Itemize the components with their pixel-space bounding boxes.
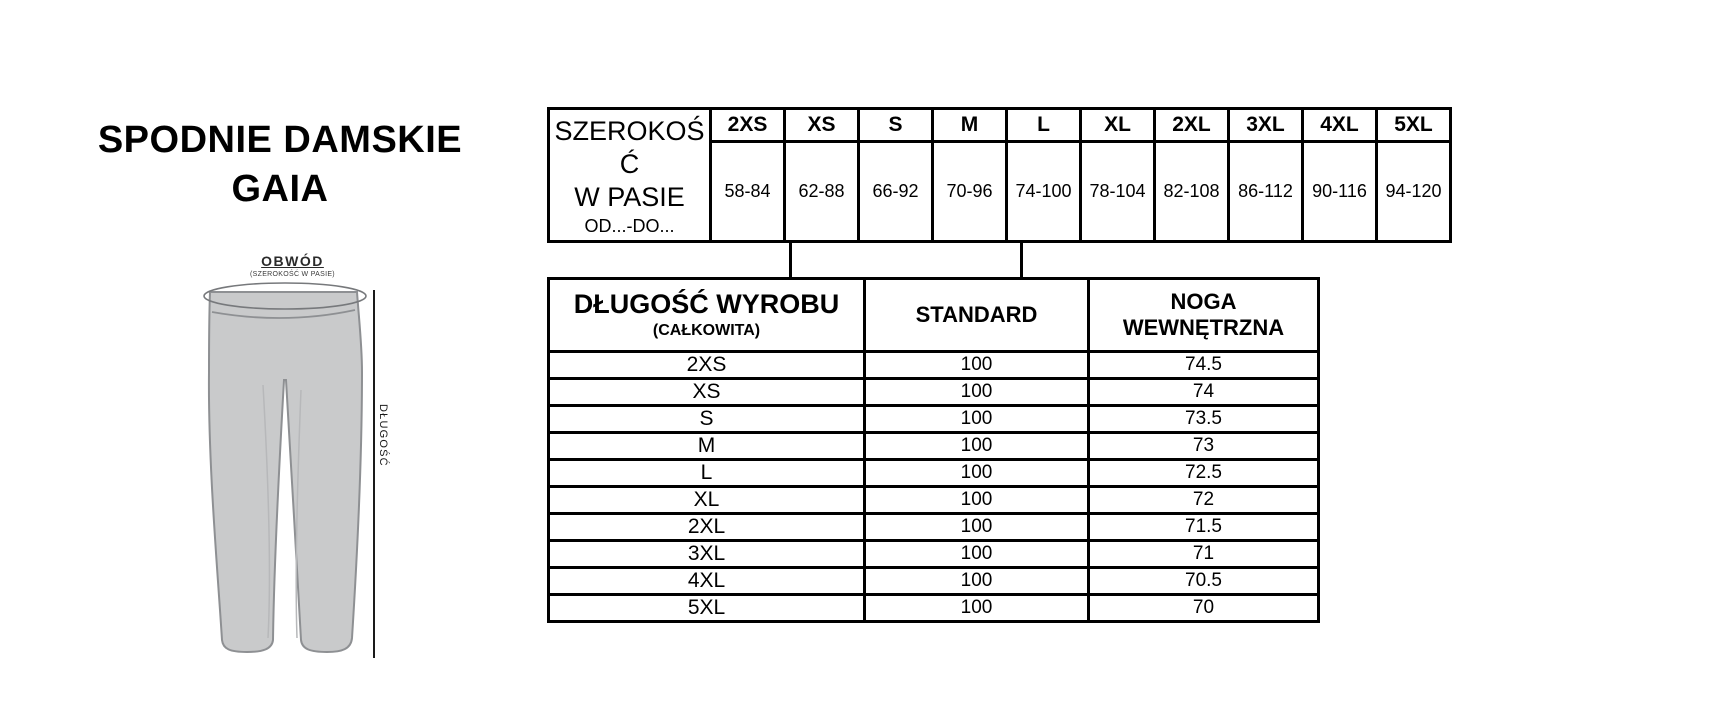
length-row-s [549, 406, 1319, 433]
length-row-3xl [549, 541, 1319, 568]
waist-circumference-label: OBWÓD [261, 253, 324, 269]
size-header-2xl: 2XL [1155, 109, 1229, 142]
length-standard-cell: 100 [865, 352, 1089, 379]
pants-diagram [150, 240, 400, 670]
page-title [40, 116, 520, 214]
waist-range-2xs: 58-84 [711, 142, 785, 242]
width-table-title-cell [549, 109, 711, 242]
size-header-xl: XL [1081, 109, 1155, 142]
length-size-cell: 5XL [549, 595, 865, 622]
product-length-table [547, 277, 1320, 623]
length-standard-cell: 100 [865, 541, 1089, 568]
width-table-header-row [549, 109, 1451, 142]
length-standard-cell: 100 [865, 433, 1089, 460]
length-row-xs [549, 379, 1319, 406]
length-standard-cell: 100 [865, 487, 1089, 514]
standard-column-header: STANDARD [865, 279, 1089, 352]
length-row-5xl [549, 595, 1319, 622]
length-inner-leg-cell: 73.5 [1089, 406, 1319, 433]
waist-range-2xl: 82-108 [1155, 142, 1229, 242]
table-connector-line-right [1020, 243, 1023, 280]
waist-range-xs: 62-88 [785, 142, 859, 242]
waist-range-s: 66-92 [859, 142, 933, 242]
length-inner-leg-cell: 71 [1089, 541, 1319, 568]
length-size-cell: 4XL [549, 568, 865, 595]
table-connector-line-left [789, 243, 792, 280]
length-size-cell: 2XS [549, 352, 865, 379]
length-size-cell: S [549, 406, 865, 433]
waist-width-table [547, 107, 1452, 243]
length-inner-leg-cell: 72.5 [1089, 460, 1319, 487]
length-row-l [549, 460, 1319, 487]
pants-body [209, 292, 362, 652]
length-inner-leg-cell: 72 [1089, 487, 1319, 514]
size-header-5xl: 5XL [1377, 109, 1451, 142]
waist-range-5xl: 94-120 [1377, 142, 1451, 242]
width-table-label-line1: SZEROKOŚĆ [554, 116, 705, 180]
length-size-cell: M [549, 433, 865, 460]
size-header-4xl: 4XL [1303, 109, 1377, 142]
page-title-line1: SPODNIE DAMSKIE [97, 119, 463, 161]
length-inner-leg-cell: 74 [1089, 379, 1319, 406]
length-table-header-row [549, 279, 1319, 352]
size-header-s: S [859, 109, 933, 142]
length-table-title-cell [549, 279, 865, 352]
length-table-sublabel: (CAŁKOWITA) [652, 321, 761, 339]
length-row-2xs [549, 352, 1319, 379]
waist-range-m: 70-96 [933, 142, 1007, 242]
length-size-cell: 3XL [549, 541, 865, 568]
length-table-label: DŁUGOŚĆ WYROBU [573, 289, 840, 320]
length-row-xl [549, 487, 1319, 514]
length-row-4xl [549, 568, 1319, 595]
inner-leg-column-header: NOGA WEWNĘTRZNA [1089, 279, 1319, 352]
length-size-cell: XS [549, 379, 865, 406]
waist-range-4xl: 90-116 [1303, 142, 1377, 242]
width-table-label-line2: W PASIE [574, 181, 685, 212]
length-row-2xl [549, 514, 1319, 541]
page-title-line2: GAIA [231, 168, 329, 210]
length-size-cell: XL [549, 487, 865, 514]
length-measure-label: DŁUGOŚĆ [377, 404, 389, 467]
size-header-xs: XS [785, 109, 859, 142]
length-row-m [549, 433, 1319, 460]
waist-range-3xl: 86-112 [1229, 142, 1303, 242]
length-size-cell: 2XL [549, 514, 865, 541]
length-inner-leg-cell: 71.5 [1089, 514, 1319, 541]
length-standard-cell: 100 [865, 568, 1089, 595]
size-header-m: M [933, 109, 1007, 142]
length-standard-cell: 100 [865, 595, 1089, 622]
length-inner-leg-cell: 70.5 [1089, 568, 1319, 595]
length-inner-leg-cell: 73 [1089, 433, 1319, 460]
length-standard-cell: 100 [865, 379, 1089, 406]
length-inner-leg-cell: 74.5 [1089, 352, 1319, 379]
waist-range-xl: 78-104 [1081, 142, 1155, 242]
size-header-2xs: 2XS [711, 109, 785, 142]
length-size-cell: L [549, 460, 865, 487]
size-header-l: L [1007, 109, 1081, 142]
length-standard-cell: 100 [865, 514, 1089, 541]
length-standard-cell: 100 [865, 460, 1089, 487]
width-table-sublabel: OD...-DO... [584, 215, 675, 236]
waist-circumference-sublabel: (SZEROKOŚĆ W PASIE) [250, 271, 335, 278]
length-inner-leg-cell: 70 [1089, 595, 1319, 622]
length-standard-cell: 100 [865, 406, 1089, 433]
waist-range-l: 74-100 [1007, 142, 1081, 242]
size-header-3xl: 3XL [1229, 109, 1303, 142]
